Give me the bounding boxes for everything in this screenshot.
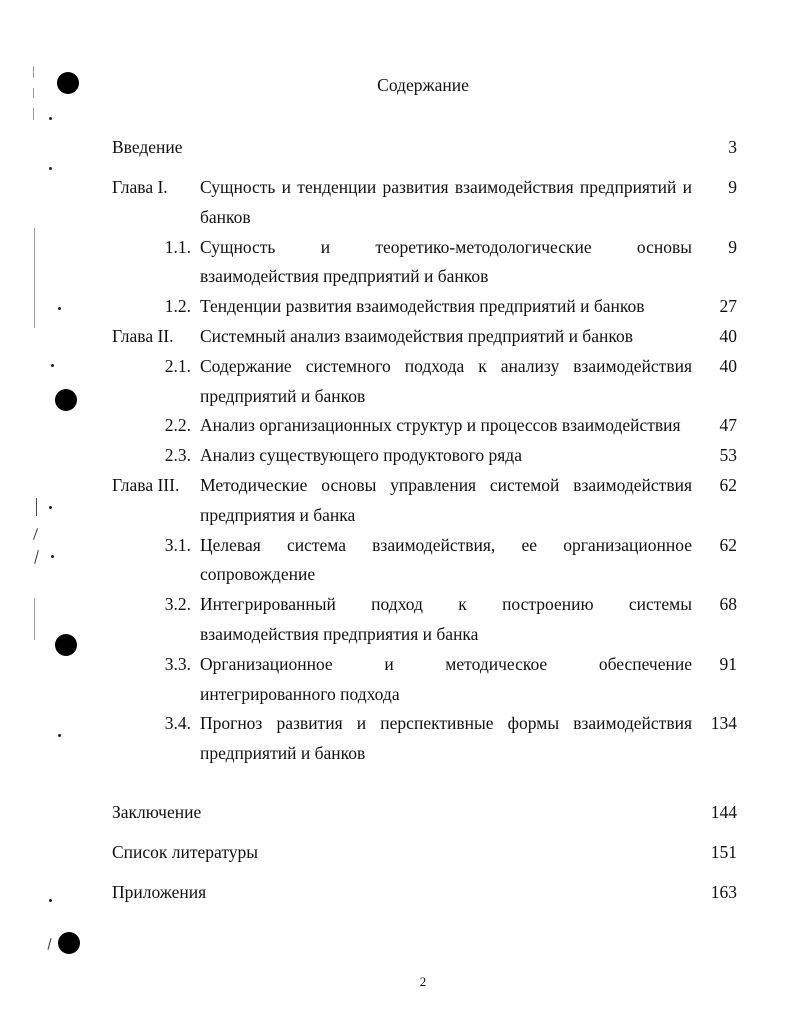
toc-entry-line: Тенденции развития взаимодействия предприятий и банков	[200, 296, 645, 317]
toc-entry-number: 2.2.	[164, 415, 191, 436]
toc-entry-section-1-2	[0, 292, 799, 322]
toc-entry-line: сопровождение	[200, 564, 316, 585]
toc-entry-number: 3.4.	[164, 713, 191, 734]
toc-page-number: 62	[719, 474, 737, 495]
toc-page-number: 134	[710, 713, 737, 734]
scan-edge-line	[47, 938, 51, 950]
toc-entry-label: Список литературы	[112, 842, 259, 862]
scan-edge-line	[33, 66, 34, 78]
toc-entry-number: Глава III.	[112, 474, 180, 495]
toc-entry-number: 3.3.	[164, 653, 191, 674]
toc-entry-line: предприятий и банков	[200, 385, 366, 406]
page-title: Содержание	[377, 75, 469, 95]
toc-page-number: 27	[719, 296, 737, 317]
toc-page-number: 144	[710, 802, 737, 822]
toc-entry-number: Глава I.	[112, 177, 168, 197]
toc-page-number: 53	[719, 445, 737, 466]
toc-entry-number: Глава II.	[112, 325, 174, 346]
toc-entry-label: Заключение	[112, 802, 202, 822]
toc-entry-label: Введение	[112, 137, 183, 157]
toc-entry-line: Интегрированный подход к построению системы	[200, 594, 692, 615]
toc-entry-chapter-3	[0, 471, 799, 531]
toc-entry-chapter-2	[0, 322, 799, 352]
toc-page-number: 3	[728, 137, 737, 157]
toc-entry-line: Целевая система взаимодействия, ее организационное	[200, 534, 692, 555]
hole-punch-mark	[57, 72, 79, 94]
toc-page-number: 68	[719, 594, 737, 615]
toc-entry-section-2-3	[0, 441, 799, 471]
scan-edge-line	[33, 108, 34, 120]
toc-entry-line: Методические основы управления системой взаимодействия	[200, 474, 692, 495]
toc-page-number: 62	[719, 534, 737, 555]
toc-entry-line: Сущность и тенденции развития взаимодействия предприятий и	[200, 177, 692, 197]
toc-entry-line: Анализ существующего продуктового ряда	[200, 445, 522, 466]
scan-speck	[49, 167, 52, 170]
toc-entry-number: 2.3.	[164, 445, 191, 466]
toc-entry-section-2-2	[0, 411, 799, 441]
toc-entry-line: Содержание системного подхода к анализу взаимодействия	[200, 355, 692, 376]
toc-page-number: 9	[728, 236, 737, 257]
toc-entry-line: предприятия и банка	[200, 504, 356, 525]
page-number: 2	[419, 974, 427, 989]
toc-entry-line: Анализ организационных структур и процессов взаимодействия	[200, 415, 681, 436]
toc-entry-line: предприятий и банков	[200, 743, 366, 764]
toc-page-number: 151	[710, 842, 737, 862]
toc-entry-number: 1.1.	[164, 236, 191, 257]
toc-page-number: 47	[719, 415, 737, 436]
toc-page-number: 163	[710, 882, 737, 902]
hole-punch-mark	[58, 932, 80, 954]
scan-edge-line	[33, 88, 34, 98]
toc-page-number: 91	[719, 653, 737, 674]
toc-entry-line: взаимодействия предприятия и банка	[200, 623, 479, 644]
toc-entry-chapter-1	[0, 173, 799, 233]
toc-entry-number: 3.2.	[164, 594, 191, 615]
toc-entry-section-1-1	[0, 233, 799, 293]
toc-entry-line: взаимодействия предприятий и банков	[200, 266, 489, 287]
toc-entry-section-3-2	[0, 590, 799, 650]
scan-speck	[49, 117, 52, 120]
toc-entry-number: 3.1.	[164, 534, 191, 555]
toc-entry-line: Системный анализ взаимодействия предприятий и банков	[200, 325, 633, 346]
toc-page-number: 9	[728, 177, 737, 197]
toc-page-number: 40	[719, 325, 737, 346]
toc-entry-number: 1.2.	[164, 296, 191, 317]
toc-entry-line: Организационное и методическое обеспечение	[200, 653, 692, 674]
toc-entry-line: Прогноз развития и перспективные формы взаимодействия	[200, 713, 692, 734]
toc-page-number: 40	[719, 355, 737, 376]
toc-entry-line: Сущность и теоретико-методологические основы	[200, 236, 692, 257]
toc-list	[0, 173, 799, 769]
toc-entry-label: Приложения	[112, 882, 207, 902]
toc-entry-number: 2.1.	[164, 355, 191, 376]
toc-entry-line: банков	[200, 206, 251, 227]
toc-entry-section-2-1	[0, 352, 799, 412]
toc-entry-section-3-1	[0, 531, 799, 591]
toc-entry-section-3-3	[0, 650, 799, 710]
toc-entry-line: интегрированного подхода	[200, 683, 400, 704]
toc-entry-section-3-4	[0, 709, 799, 769]
